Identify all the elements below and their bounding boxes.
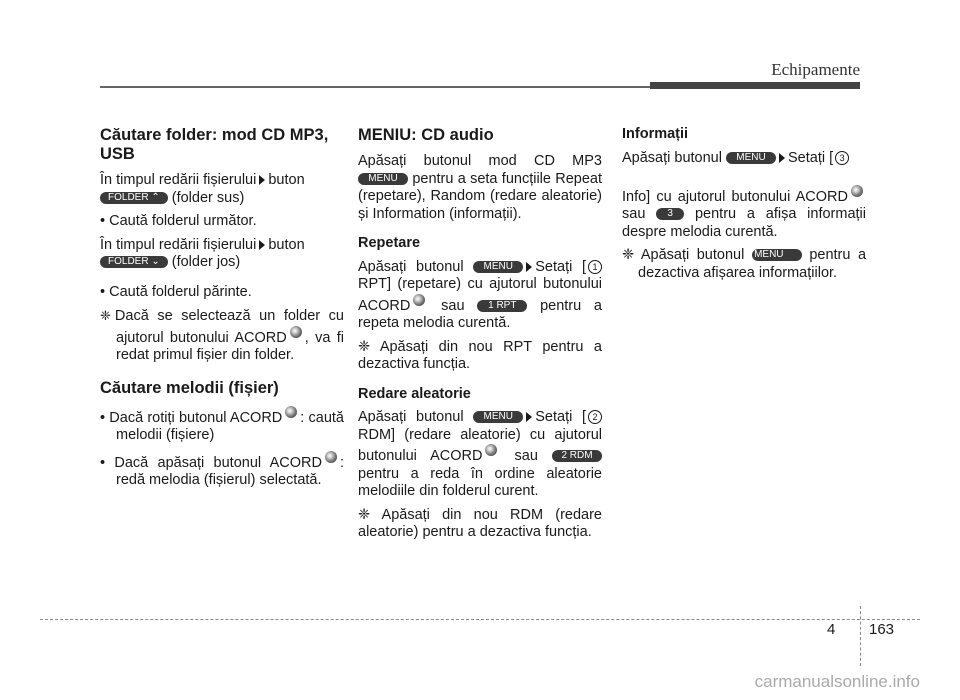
circled-three-icon: 3 (835, 151, 849, 165)
page-divider (860, 606, 861, 666)
arrow-right-icon (526, 412, 532, 422)
circled-one-icon: 1 (588, 260, 602, 274)
menu-button-icon: MENU (473, 261, 523, 273)
column-1 (100, 120, 344, 496)
section-title-song-search: Căutare melodii (fișier) (100, 378, 279, 397)
column-3 (622, 120, 866, 288)
chapter-number: 4 (827, 621, 836, 638)
rdm-button-icon: 2 RDM (552, 450, 602, 462)
note-info-off: ❈ Apăsați butonul MENU pentru a dezactiva afișarea informațiilor. (622, 247, 867, 281)
bullet-rotate-knob: • Dacă rotiți butonul ACORD : caută melodii (fișiere) (100, 406, 344, 445)
note-random-off: ❈ Apăsați din nou RDM (redare aleatorie) pentru a dezactiva funcția. (358, 506, 602, 540)
arrow-right-icon (259, 240, 265, 250)
paragraph-menu-intro: Apăsați butonul mod CD MP3 MENU pentru a seta funcțiile Repeat (repetare), Random (redare aleatorie) și Information (informații). (358, 153, 603, 222)
subsection-title-info: Informații (622, 126, 689, 142)
paragraph-folder-up: În timpul redării fișierului buton FOLDER ⌃ (folder sus) (100, 172, 305, 206)
page-number-value: 163 (869, 621, 895, 638)
menu-button-icon: MENU (358, 173, 408, 185)
footer-rule (40, 619, 920, 620)
folder-up-button-icon: FOLDER ⌃ (100, 192, 168, 204)
paragraph-folder-down: În timpul redării fișierului buton FOLDER ⌄ (folder jos) (100, 236, 305, 270)
paragraph-info: Apăsați butonul MENU Setați [ 3 Info] cu ajutorul butonului ACORD sau 3 pentru a afișa informații despre melodia curentă. (622, 149, 866, 240)
paragraph-random: Apăsați butonul MENU Setați [ 2 RDM] (redare aleatorie) cu ajutorul butonului ACORD sau 2 RDM pentru a reda în ordine aleatorie melodiile din folderul curent. (358, 409, 602, 499)
tune-knob-icon (290, 326, 302, 338)
menu-button-icon: MENU (473, 411, 523, 423)
paragraph-repeat: Apăsați butonul MENU Setați [ 1 RPT] (repetare) cu ajutorul butonului ACORD sau 1 RPT pentru a repeta melodia curentă. (358, 258, 602, 331)
menu-button-icon: MENU (726, 152, 776, 164)
arrow-right-icon (779, 153, 785, 163)
subsection-title-repeat: Repetare (358, 235, 421, 251)
arrow-right-icon (259, 175, 265, 185)
info-3-button-icon: 3 (656, 208, 684, 220)
rpt-button-icon: 1 RPT (477, 300, 527, 312)
bullet-press-knob: • Dacă apăsați butonul ACORD : redă melodia (fișierul) selectată. (100, 451, 344, 490)
column-2 (358, 120, 602, 548)
tune-knob-icon (413, 294, 425, 306)
tune-knob-icon (485, 444, 497, 456)
watermark: carmanualsonline.info (754, 672, 920, 691)
header-title: Echipamente (771, 60, 860, 79)
tune-knob-icon (285, 406, 297, 418)
bullet-next-folder: • Caută folderul următor. (100, 213, 257, 229)
circled-two-icon: 2 (588, 410, 602, 424)
header-bar (650, 82, 860, 89)
subsection-title-random: Redare aleatorie (358, 385, 471, 402)
section-title-folder-search: Căutare folder: mod CD MP3, USB (100, 126, 329, 163)
note-repeat-off: ❈ Apăsați din nou RPT pentru a dezactiva funcția. (358, 338, 602, 372)
note-folder-select: ❈ Dacă se selectează un folder cu ajutorul butonului ACORD , va fi redat primul fișier din folder. (100, 308, 344, 363)
section-title-menu-cd: MENIU: CD audio (358, 126, 494, 144)
tune-knob-icon (851, 185, 863, 197)
menu-button-icon: MENU (752, 249, 802, 261)
tune-knob-icon (325, 451, 337, 463)
bullet-parent-folder: • Caută folderul părinte. (100, 283, 252, 300)
folder-down-button-icon: FOLDER ⌄ (100, 256, 168, 268)
arrow-right-icon (526, 262, 532, 272)
